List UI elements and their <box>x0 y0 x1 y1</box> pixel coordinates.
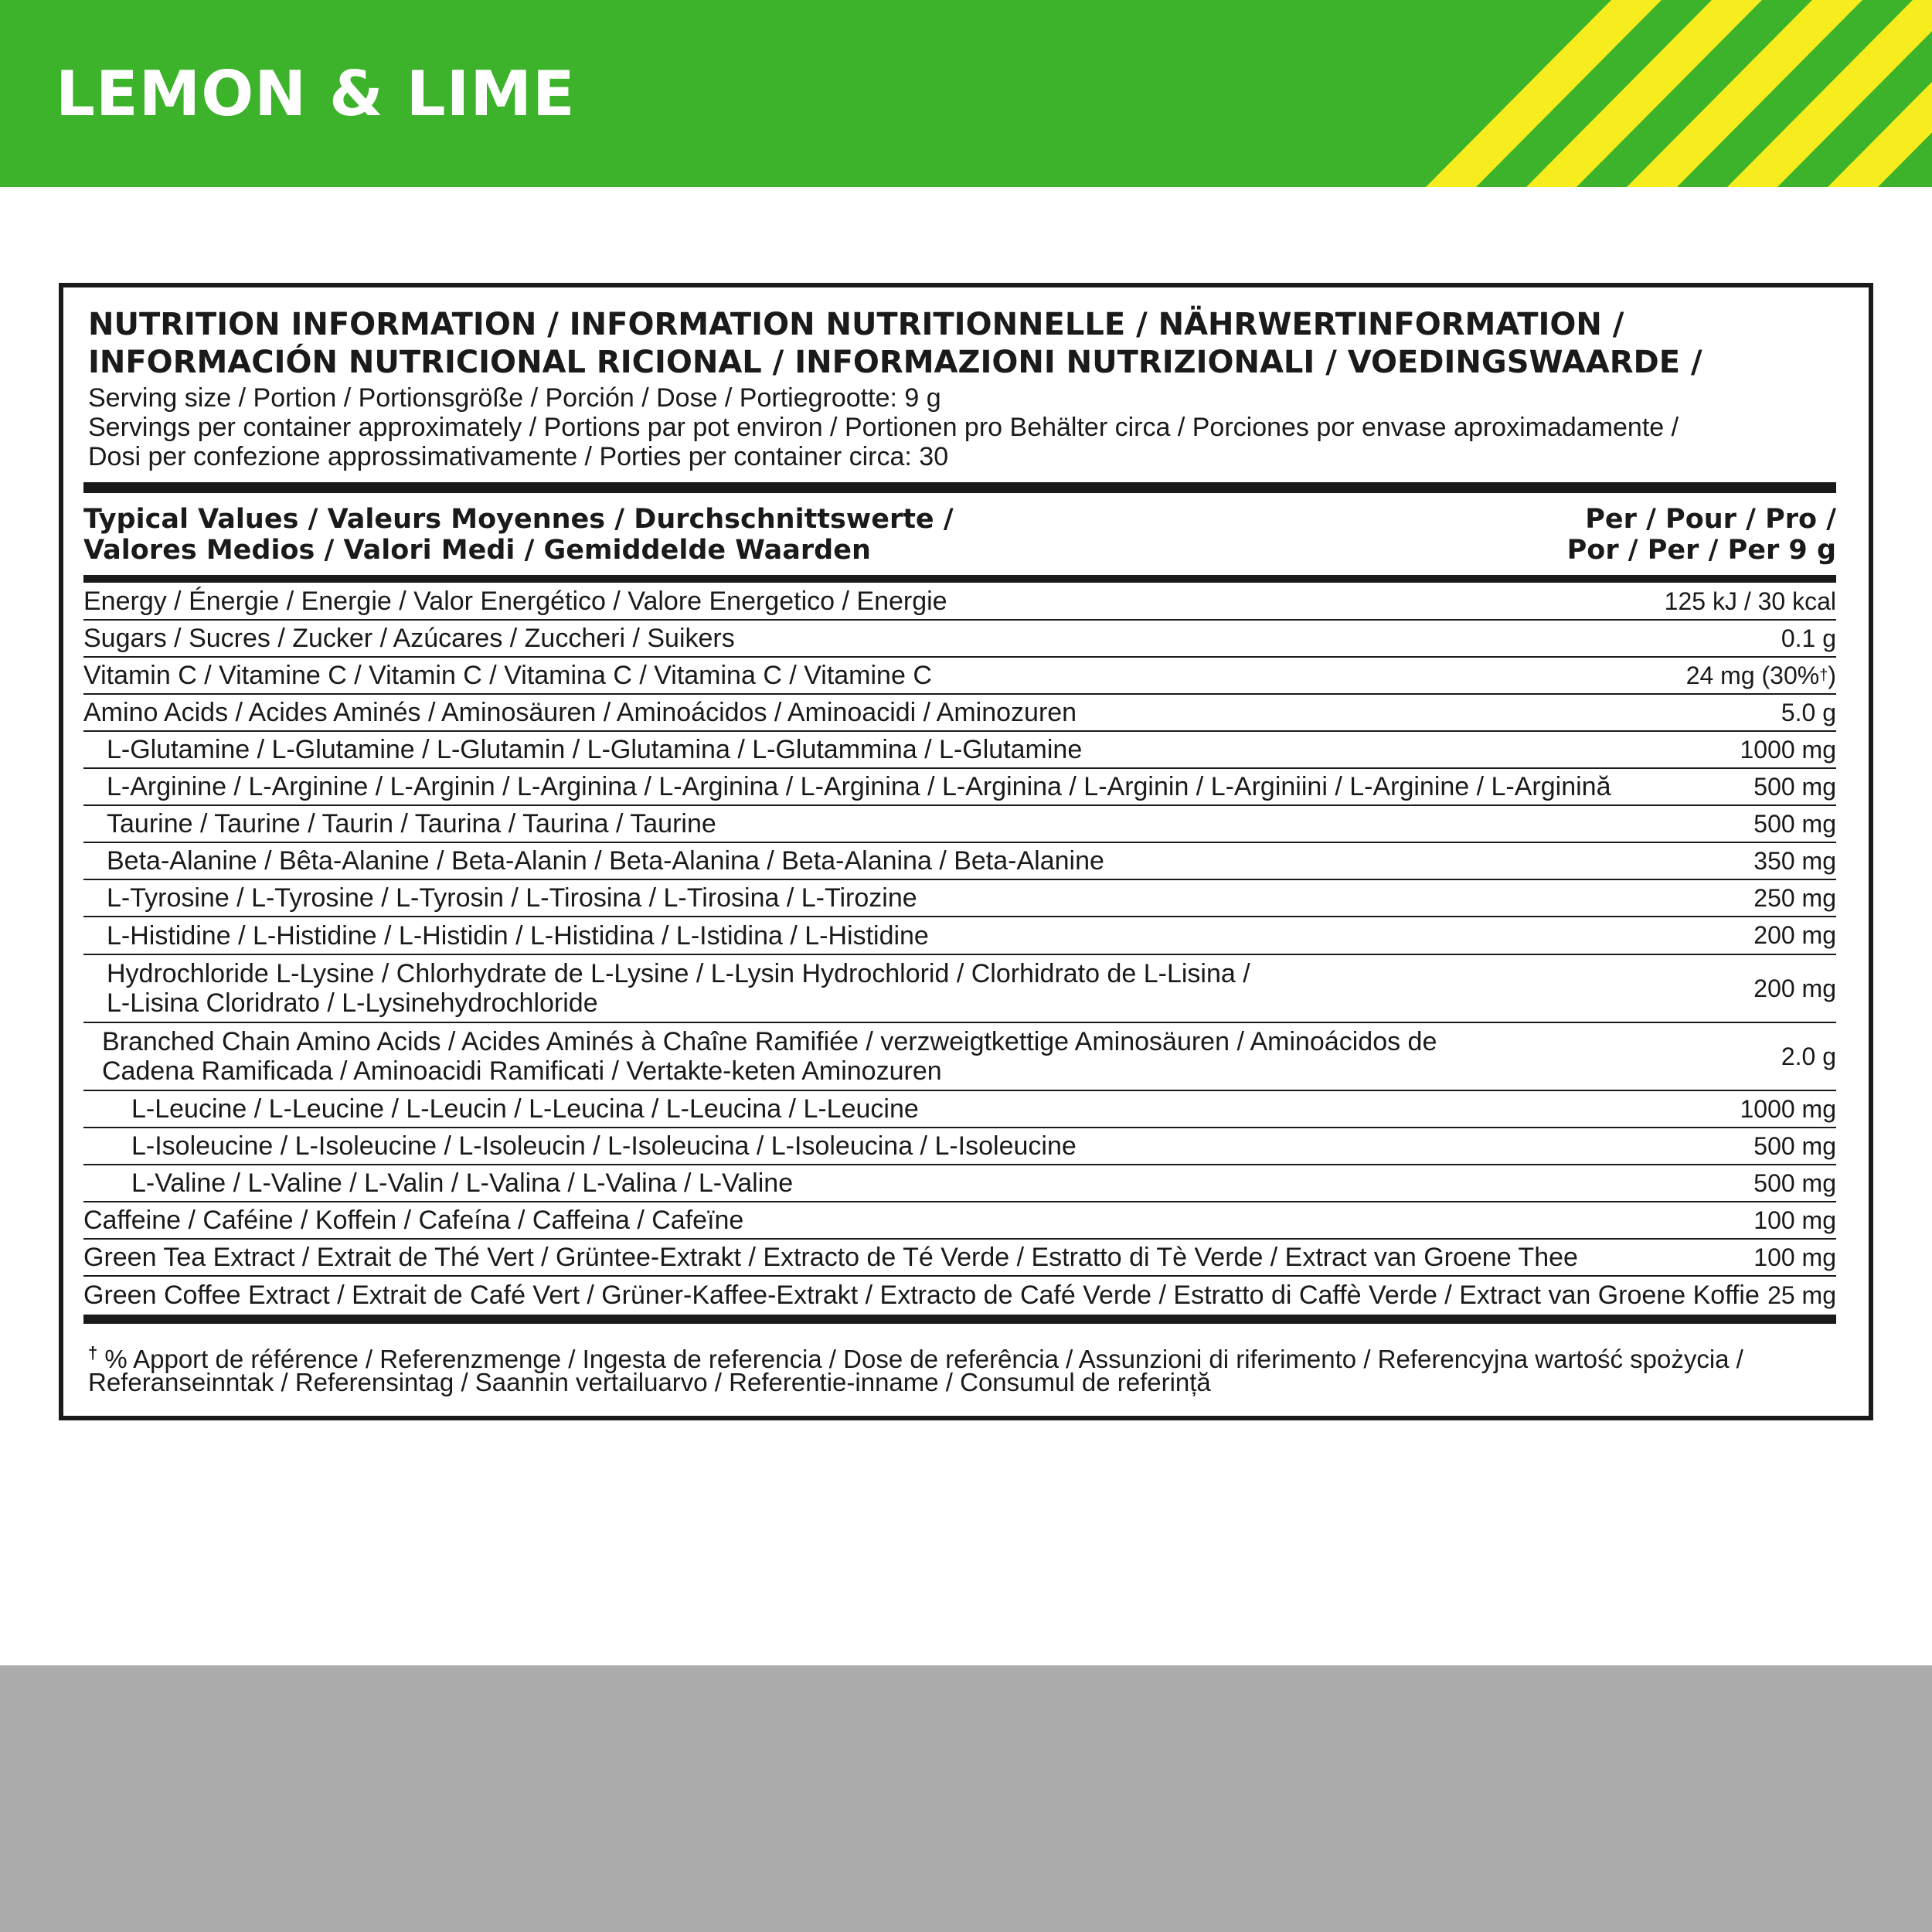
nutrient-value <box>1686 658 1836 693</box>
nutrient-row-caffeine <box>83 1202 1836 1240</box>
nutrient-name: Sugars / Sucres / Zucker / Azúcares / Zuccheri / Suikers <box>83 624 735 653</box>
nutrient-value: 200 mg <box>1753 974 1836 1002</box>
nutrient-row-histidine <box>83 917 1836 955</box>
nutrient-row-green-coffee <box>83 1277 1836 1314</box>
nutrient-name: Caffeine / Caféine / Koffein / Cafeína / Caffeina / Cafeïne <box>83 1206 744 1235</box>
nutrient-name: Energy / Énergie / Energie / Valor Energético / Valore Energetico / Energie <box>83 587 947 616</box>
vitamin-c-close: ) <box>1828 661 1836 689</box>
nutrient-name: L-Isoleucine / L-Isoleucine / L-Isoleucin / L-Isoleucina / L-Isoleucina / L-Isoleucine <box>131 1131 1077 1161</box>
nutrient-row-amino-acids <box>83 695 1836 732</box>
nutrient-value: 200 mg <box>1753 921 1836 949</box>
nutrient-row-isoleucine <box>83 1128 1836 1165</box>
thick-rule <box>83 482 1836 493</box>
per-serving-header: Per / Pour / Pro / <box>1585 504 1836 535</box>
nutrient-name: L-Valine / L-Valine / L-Valin / L-Valina / L-Valina / L-Valine <box>131 1168 794 1198</box>
nutrient-name: Hydrochloride L-Lysine / Chlorhydrate de L-Lysine / L-Lysin Hydrochlorid / Clorhidrato de L-Lisina / L-Lisina Cloridrato / L-Lysinehydrochloride <box>107 959 1250 1018</box>
nutrient-value: 250 mg <box>1753 883 1836 912</box>
flavor-banner <box>0 0 1932 187</box>
nutrient-row-green-tea <box>83 1240 1836 1277</box>
nutrient-name: L-Glutamine / L-Glutamine / L-Glutamin / L-Glutamina / L-Glutammina / L-Glutamine <box>107 735 1083 764</box>
typical-values-header: Typical Values / Valeurs Moyennes / Durchschnittswerte / <box>83 504 954 535</box>
servings-per-container: Servings per container approximately / Portions par pot environ / Portionen pro Behälter circa / Porciones por envase aproximadamente / <box>88 413 1679 442</box>
header-rule <box>83 575 1836 583</box>
nutrition-heading: NUTRITION INFORMATION / INFORMATION NUTRITIONNELLE / NÄHRWERTINFORMATION / <box>88 307 1624 342</box>
nutrient-row-lysine <box>83 955 1836 1023</box>
nutrient-value: 125 kJ / 30 kcal <box>1664 587 1836 615</box>
bottom-band <box>0 1665 1932 1932</box>
per-serving-header: Por / Per / Per 9 g <box>1566 535 1836 566</box>
nutrient-row-arginine <box>83 769 1836 806</box>
nutrient-value: 500 mg <box>1753 772 1836 801</box>
nutrient-name: L-Leucine / L-Leucine / L-Leucin / L-Leucina / L-Leucina / L-Leucine <box>131 1094 919 1124</box>
footnote-line: Referanseinntak / Referensintag / Saannin vertailuarvo / Referentie-inname / Consumul de referință <box>88 1368 1211 1396</box>
nutrient-row-valine <box>83 1165 1836 1202</box>
nutrient-value: 500 mg <box>1753 809 1836 838</box>
nutrient-name: L-Arginine / L-Arginine / L-Arginin / L-Arginina / L-Arginina / L-Arginina / L-Arginina / L-Arginin / L-Arginiini / L-Arginine / L-Arginină <box>107 772 1611 801</box>
nutrient-value: 5.0 g <box>1781 698 1836 726</box>
vitamin-c-amount: 24 mg (30% <box>1685 661 1820 689</box>
servings-per-container: Dosi per confezione approssimativamente / Porties per container circa: 30 <box>88 442 949 471</box>
nutrient-row-vitamin-c <box>83 658 1836 695</box>
nutrient-value: 0.1 g <box>1781 624 1836 652</box>
nutrient-name: Amino Acids / Acides Aminés / Aminosäuren / Aminoácidos / Aminoacidi / Aminozuren <box>83 698 1077 727</box>
nutrition-heading: INFORMACIÓN NUTRICIONAL RICIONAL / INFORMAZIONI NUTRIZIONALI / VOEDINGSWAARDE / <box>88 345 1702 380</box>
nutrient-value: 2.0 g <box>1781 1042 1836 1070</box>
nutrient-row-taurine <box>83 806 1836 843</box>
footnote-dagger: † <box>88 1343 98 1362</box>
nutrient-row-glutamine <box>83 732 1836 769</box>
nutrient-value: 25 mg <box>1767 1281 1836 1309</box>
nutrient-value: 100 mg <box>1753 1243 1836 1271</box>
nutrient-value: 350 mg <box>1753 846 1836 875</box>
nutrient-row-beta-alanine <box>83 843 1836 880</box>
nutrient-name: L-Tyrosine / L-Tyrosine / L-Tyrosin / L-Tirosina / L-Tirosina / L-Tirozine <box>107 883 917 913</box>
nutrient-row-leucine <box>83 1091 1836 1128</box>
nutrient-value: 1000 mg <box>1740 735 1836 764</box>
bottom-rule <box>83 1315 1836 1324</box>
nutrient-name: Green Coffee Extract / Extrait de Café Vert / Grüner-Kaffee-Extrakt / Extracto de Café Verde / Estratto di Caffè Verde / Extract van Groene Koffie <box>83 1281 1760 1310</box>
nutrient-name: L-Histidine / L-Histidine / L-Histidin / L-Histidina / L-Istidina / L-Histidine <box>107 920 929 951</box>
nutrient-name: Green Tea Extract / Extrait de Thé Vert / Grüntee-Extrakt / Extracto de Té Verde / Estratto di Tè Verde / Extract van Groene Thee <box>83 1243 1578 1272</box>
nutrient-row-bcaa <box>83 1023 1836 1091</box>
footnote-line: % Apport de référence / Referenzmenge / Ingesta de referencia / Dose de referência / Assunzioni di riferimento / Referencyjna wartość spożycia / <box>104 1345 1743 1373</box>
nutrient-name: Branched Chain Amino Acids / Acides Aminés à Chaîne Ramifiée / verzweigtkettige Aminosäuren / Aminoácidos de Cadena Ramificada / Aminoacidi Ramificati / Vertakte-keten Aminozuren <box>102 1027 1437 1086</box>
nutrient-row-energy <box>83 583 1836 621</box>
typical-values-header: Valores Medios / Valori Medi / Gemiddelde Waarden <box>83 535 871 566</box>
nutrient-value: 500 mg <box>1753 1168 1836 1197</box>
nutrient-name: Beta-Alanine / Bêta-Alanine / Beta-Alanin / Beta-Alanina / Beta-Alanina / Beta-Alanine <box>107 846 1104 876</box>
nutrient-value: 100 mg <box>1753 1206 1836 1234</box>
nutrient-name: Taurine / Taurine / Taurin / Taurina / Taurina / Taurine <box>107 809 716 838</box>
nutrient-name: Vitamin C / Vitamine C / Vitamin C / Vitamina C / Vitamina C / Vitamine C <box>83 661 932 690</box>
dagger-mark: † <box>1819 666 1828 684</box>
nutrient-value: 1000 mg <box>1740 1094 1836 1123</box>
nutrient-value: 500 mg <box>1753 1131 1836 1160</box>
flavor-title: LEMON & LIME <box>56 58 576 130</box>
serving-size: Serving size / Portion / Portionsgröße / Porción / Dose / Portiegrootte: 9 g <box>88 383 941 413</box>
nutrient-row-tyrosine <box>83 880 1836 917</box>
nutrient-row-sugars <box>83 621 1836 658</box>
